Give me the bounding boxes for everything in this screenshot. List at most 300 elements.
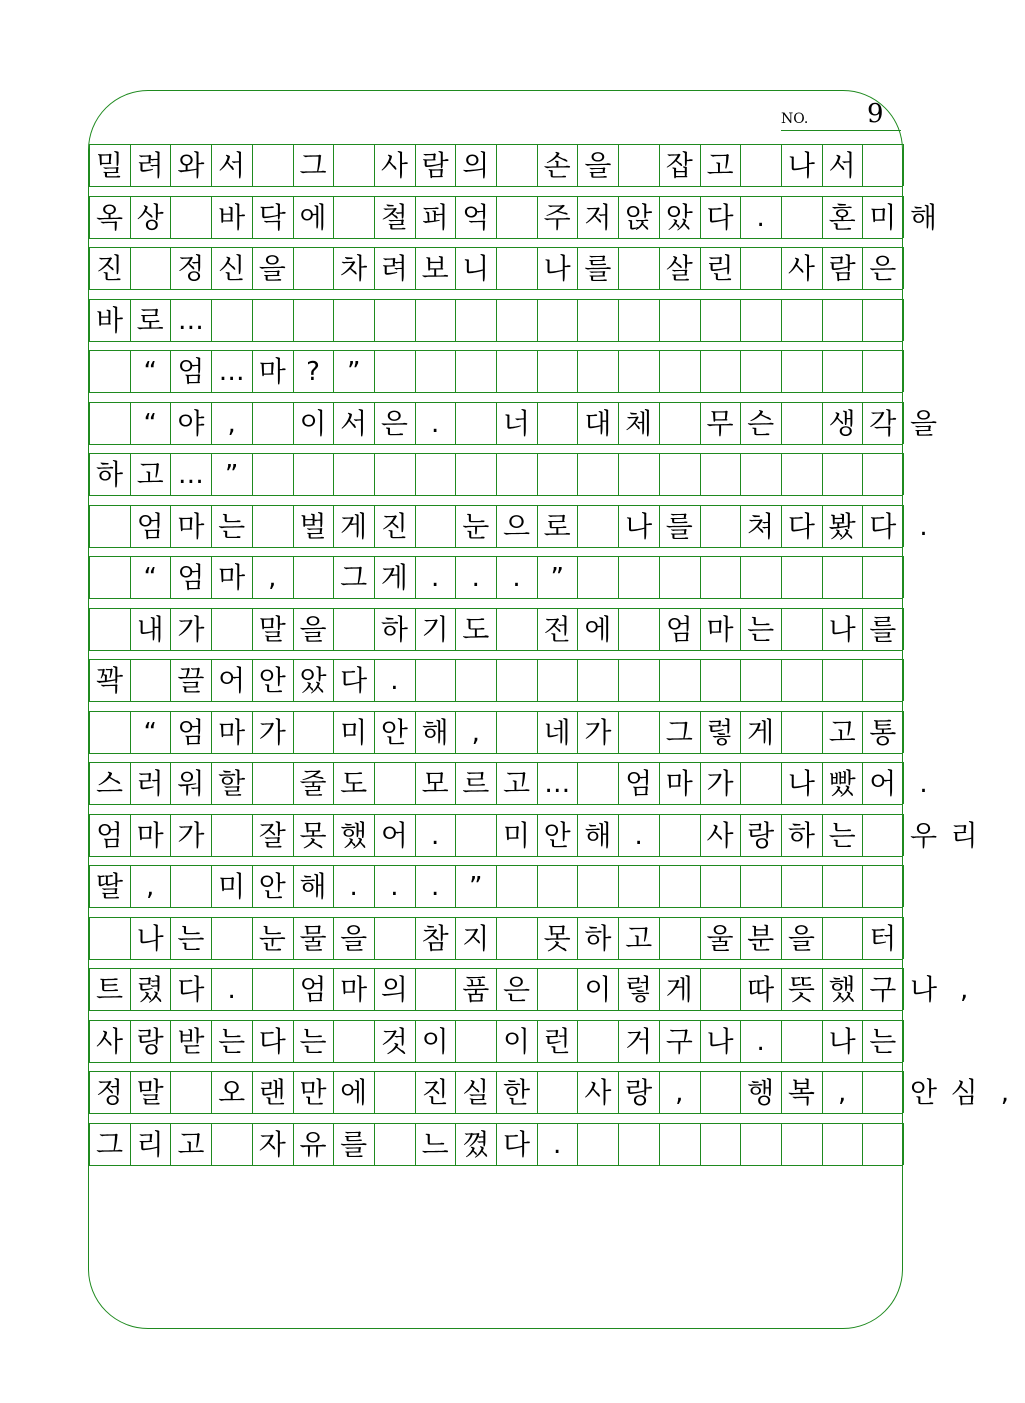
grid-cell-divider — [862, 1123, 863, 1165]
manuscript-char: 는 — [218, 509, 246, 543]
manuscript-char: 하 — [380, 612, 408, 646]
manuscript-char: 고 — [177, 1127, 205, 1161]
manuscript-char: 주 — [543, 200, 571, 234]
grid-cell-divider — [496, 608, 497, 650]
manuscript-char: 는 — [869, 1024, 897, 1058]
grid-cell-divider — [252, 968, 253, 1010]
grid-cell-divider — [537, 659, 538, 701]
manuscript-char: 우 — [909, 818, 938, 852]
grid-cell-divider — [659, 402, 660, 444]
grid-cell-divider — [577, 453, 578, 495]
manuscript-char: 하 — [584, 921, 612, 955]
manuscript-char: 전 — [543, 612, 571, 646]
grid-cell-divider — [537, 402, 538, 444]
manuscript-char: 안 — [909, 1076, 938, 1109]
manuscript-char: 쳐 — [747, 509, 775, 543]
manuscript-char: 저 — [584, 200, 612, 234]
grid-cell-divider — [374, 762, 375, 804]
manuscript-char: 줄 — [299, 767, 327, 800]
grid-cell-divider — [740, 556, 741, 598]
manuscript-char: 진 — [421, 1076, 449, 1109]
manuscript-char: 눈 — [258, 921, 286, 955]
manuscript-char: 복 — [787, 1076, 815, 1109]
manuscript-char: 의 — [380, 973, 408, 1006]
grid-cell-divider — [130, 659, 131, 701]
manuscript-char: . — [919, 511, 928, 542]
manuscript-char: 빴 — [828, 767, 856, 800]
page-number-value: 9 — [867, 99, 884, 129]
manuscript-char: . — [227, 975, 236, 1005]
manuscript-char: 어 — [380, 818, 408, 852]
manuscript-char: 신 — [218, 252, 246, 285]
grid-cell-divider — [903, 453, 904, 495]
manuscript-char: 그 — [95, 1127, 124, 1161]
grid-cell-divider — [781, 453, 782, 495]
manuscript-char: 을 — [584, 149, 612, 182]
grid-cell-divider — [374, 453, 375, 495]
manuscript-char: 사 — [584, 1076, 612, 1109]
manuscript-char: 각 — [869, 406, 897, 440]
grid-cell-divider — [455, 402, 456, 444]
grid-cell-divider — [537, 453, 538, 495]
manuscript-char: 을 — [787, 921, 815, 955]
grid-cell-divider — [822, 865, 823, 907]
manuscript-char: 유 — [299, 1127, 327, 1161]
manuscript-char: 퍼 — [421, 200, 449, 234]
grid-cell-divider — [862, 453, 863, 495]
manuscript-char: 다 — [706, 200, 734, 234]
grid-cell-divider — [781, 711, 782, 753]
grid-cell-divider — [333, 196, 334, 238]
grid-row-bottom-line — [89, 341, 903, 342]
manuscript-char: 미 — [869, 200, 897, 234]
manuscript-char: . — [756, 202, 765, 233]
grid-cell-divider — [781, 556, 782, 598]
manuscript-char: 나 — [828, 1024, 856, 1058]
grid-cell-divider — [537, 865, 538, 907]
manuscript-char: . — [390, 872, 399, 902]
grid-cell-divider — [659, 814, 660, 856]
grid-cell-divider — [577, 762, 578, 804]
grid-cell-divider — [862, 350, 863, 392]
manuscript-char: 모 — [421, 767, 449, 800]
manuscript-char: 벌 — [299, 509, 327, 543]
manuscript-char: 분 — [747, 921, 775, 955]
grid-cell-divider — [781, 299, 782, 341]
manuscript-char: 만 — [299, 1076, 327, 1109]
manuscript-char: 와 — [177, 149, 205, 182]
grid-cell-divider — [740, 865, 741, 907]
manuscript-char: 닥 — [258, 200, 286, 234]
manuscript-char: ” — [346, 357, 361, 387]
grid-cell-divider — [577, 299, 578, 341]
manuscript-char: “ — [143, 357, 157, 387]
manuscript-char: 고 — [502, 767, 531, 800]
manuscript-char: 를 — [340, 1127, 368, 1161]
manuscript-char: 봤 — [828, 509, 856, 543]
manuscript-char: . — [471, 563, 480, 593]
manuscript-char: 에 — [340, 1076, 368, 1109]
grid-cell-divider — [415, 350, 416, 392]
grid-cell-divider — [740, 762, 741, 804]
manuscript-char: 이 — [502, 1024, 531, 1058]
manuscript-char: 게 — [380, 561, 408, 594]
manuscript-char: , — [227, 408, 236, 439]
manuscript-char: 잘 — [258, 818, 286, 852]
grid-cell-divider — [903, 865, 904, 907]
manuscript-char: 이 — [421, 1024, 449, 1058]
manuscript-char: 에 — [299, 200, 327, 234]
grid-cell-divider — [781, 659, 782, 701]
grid-cell-divider — [496, 659, 497, 701]
manuscript-char: 가 — [177, 612, 205, 646]
grid-row-bottom-line — [89, 753, 903, 754]
manuscript-char: 이 — [299, 406, 327, 440]
grid-cell-divider — [496, 144, 497, 186]
manuscript-char: 마 — [218, 715, 246, 749]
grid-cell-divider — [211, 814, 212, 856]
manuscript-char: 다 — [258, 1024, 286, 1058]
manuscript-char: 보 — [421, 252, 449, 285]
manuscript-char: 앉 — [625, 200, 653, 234]
manuscript-char: 고 — [136, 458, 164, 491]
manuscript-char: 런 — [543, 1024, 571, 1058]
manuscript-char: 나 — [543, 252, 571, 285]
manuscript-char: 차 — [340, 252, 368, 285]
grid-cell-divider — [252, 144, 253, 186]
grid-cell-divider — [659, 659, 660, 701]
manuscript-char: 은 — [380, 406, 408, 440]
manuscript-char: 의 — [462, 149, 490, 182]
grid-cell-divider — [740, 350, 741, 392]
manuscript-char: 구 — [665, 1024, 693, 1058]
grid-cell-divider — [740, 299, 741, 341]
grid-cell-divider — [903, 247, 904, 289]
grid-cell-divider — [781, 865, 782, 907]
grid-cell-divider — [293, 247, 294, 289]
grid-cell-divider — [862, 144, 863, 186]
grid-cell-divider — [781, 402, 782, 444]
manuscript-char: 랑 — [625, 1076, 653, 1109]
grid-cell-divider — [374, 299, 375, 341]
grid-cell-divider — [455, 814, 456, 856]
manuscript-char: 바 — [95, 303, 124, 337]
manuscript-char: , — [146, 872, 155, 902]
manuscript-char: 것 — [380, 1024, 408, 1058]
grid-cell-divider — [740, 659, 741, 701]
manuscript-char: 마 — [706, 612, 734, 646]
grid-cell-divider — [496, 196, 497, 238]
manuscript-char: 랑 — [136, 1024, 164, 1058]
manuscript-char: 렇 — [625, 973, 653, 1006]
manuscript-char: 느 — [421, 1127, 449, 1161]
manuscript-char: . — [390, 666, 399, 696]
manuscript-char: 니 — [462, 252, 490, 285]
grid-row-bottom-line — [89, 1165, 903, 1166]
grid-cell-divider — [700, 350, 701, 392]
manuscript-char: ? — [306, 357, 320, 387]
manuscript-char: 안 — [258, 870, 286, 903]
manuscript-char: 고 — [706, 149, 734, 182]
manuscript-char: 한 — [502, 1076, 531, 1109]
manuscript-char: 가 — [258, 715, 286, 749]
grid-cell-divider — [700, 505, 701, 547]
manuscript-char: 마 — [218, 561, 246, 594]
manuscript-char: , — [1000, 1078, 1010, 1108]
grid-cell-divider — [89, 505, 90, 547]
manuscript-char: 눈 — [462, 509, 490, 543]
manuscript-char: 안 — [380, 715, 408, 749]
grid-cell-divider — [822, 917, 823, 959]
manuscript-char: 다 — [502, 1127, 531, 1161]
manuscript-char: 마 — [136, 818, 164, 852]
grid-cell-divider — [862, 299, 863, 341]
grid-cell-divider — [781, 608, 782, 650]
manuscript-char: 그 — [340, 561, 368, 594]
grid-cell-divider — [822, 299, 823, 341]
manuscript-char: 생 — [828, 406, 856, 440]
grid-cell-divider — [333, 453, 334, 495]
grid-cell-divider — [455, 659, 456, 701]
grid-cell-divider — [700, 453, 701, 495]
manuscript-char: 도 — [340, 767, 368, 800]
manuscript-char: 스 — [95, 767, 124, 800]
manuscript-char: 를 — [584, 252, 612, 285]
grid-cell-divider — [700, 299, 701, 341]
manuscript-char: 네 — [543, 715, 571, 749]
grid-cell-divider — [781, 350, 782, 392]
manuscript-char: 마 — [258, 355, 286, 388]
manuscript-char: 나 — [136, 921, 164, 955]
grid-cell-divider — [415, 453, 416, 495]
grid-cell-divider — [455, 299, 456, 341]
grid-cell-divider — [903, 556, 904, 598]
grid-cell-divider — [577, 1020, 578, 1062]
grid-cell-divider — [577, 659, 578, 701]
manuscript-char: 서 — [340, 406, 368, 440]
grid-cell-divider — [496, 453, 497, 495]
grid-cell-divider — [659, 917, 660, 959]
grid-cell-divider — [537, 299, 538, 341]
grid-cell-divider — [170, 1071, 171, 1113]
manuscript-char: 해 — [909, 200, 938, 234]
manuscript-char: … — [177, 460, 204, 490]
manuscript-char: 참 — [421, 921, 449, 955]
manuscript-char: 나 — [706, 1024, 734, 1058]
manuscript-char: 았 — [665, 200, 693, 234]
manuscript-char: . — [349, 872, 358, 902]
grid-cell-divider — [170, 196, 171, 238]
manuscript-char: 으 — [502, 509, 531, 543]
manuscript-char: 사 — [787, 252, 815, 285]
manuscript-char: 품 — [462, 973, 490, 1006]
grid-row-bottom-line — [89, 804, 903, 805]
manuscript-char: 옥 — [95, 200, 124, 234]
grid-cell-divider — [618, 556, 619, 598]
manuscript-char: 엄 — [625, 767, 653, 800]
grid-cell-divider — [618, 247, 619, 289]
grid-cell-divider — [903, 917, 904, 959]
grid-cell-divider — [374, 917, 375, 959]
manuscript-char: . — [634, 820, 643, 851]
manuscript-char: 서 — [218, 149, 246, 182]
grid-cell-divider — [659, 1123, 660, 1165]
manuscript-char: 렸 — [136, 973, 164, 1006]
manuscript-char: 상 — [136, 200, 164, 234]
grid-cell-divider — [700, 1071, 701, 1113]
grid-cell-divider — [496, 299, 497, 341]
grid-row-bottom-line — [89, 856, 903, 857]
grid-cell-divider — [700, 556, 701, 598]
manuscript-char: 엄 — [177, 561, 205, 594]
grid-cell-divider — [740, 144, 741, 186]
manuscript-char: 다 — [787, 509, 815, 543]
grid-row-bottom-line — [89, 444, 903, 445]
grid-cell-divider — [293, 453, 294, 495]
manuscript-char: 내 — [136, 612, 164, 646]
manuscript-char: 슨 — [747, 406, 775, 440]
manuscript-char: 엄 — [95, 818, 124, 852]
manuscript-char: 나 — [625, 509, 653, 543]
manuscript-char: 진 — [380, 509, 408, 543]
manuscript-char: 해 — [584, 818, 612, 852]
manuscript-char: 통 — [869, 715, 897, 749]
manuscript-char: 는 — [747, 612, 775, 646]
manuscript-char: 고 — [625, 921, 653, 955]
manuscript-char: 사 — [380, 149, 408, 182]
manuscript-char: 미 — [340, 715, 368, 749]
grid-cell-divider — [781, 1123, 782, 1165]
grid-cell-divider — [862, 659, 863, 701]
grid-cell-divider — [333, 1020, 334, 1062]
grid-cell-divider — [89, 917, 90, 959]
grid-cell-divider — [211, 608, 212, 650]
grid-cell-divider — [862, 1071, 863, 1113]
grid-row-bottom-line — [89, 238, 903, 239]
grid-cell-divider — [822, 659, 823, 701]
manuscript-char: 너 — [502, 406, 531, 440]
manuscript-char: 그 — [665, 715, 693, 749]
manuscript-char: “ — [143, 563, 157, 593]
manuscript-char: 엄 — [136, 509, 164, 543]
grid-cell-divider — [659, 453, 660, 495]
manuscript-char: ” — [550, 563, 564, 593]
grid-cell-divider — [211, 917, 212, 959]
manuscript-char: 물 — [299, 921, 327, 955]
manuscript-char: . — [756, 1026, 765, 1057]
manuscript-char: 게 — [747, 715, 775, 749]
manuscript-char: . — [512, 563, 521, 593]
manuscript-char: 행 — [747, 1076, 775, 1109]
manuscript-char: 을 — [909, 406, 938, 440]
manuscript-char: … — [177, 305, 204, 336]
grid-cell-divider — [537, 968, 538, 1010]
manuscript-char: 는 — [828, 818, 856, 852]
grid-cell-divider — [333, 144, 334, 186]
grid-cell-divider — [822, 1123, 823, 1165]
grid-cell-divider — [618, 144, 619, 186]
manuscript-char: 러 — [136, 767, 164, 800]
manuscript-char: 마 — [177, 509, 205, 543]
manuscript-char: 게 — [665, 973, 693, 1006]
manuscript-char: . — [553, 1129, 562, 1160]
manuscript-char: 워 — [177, 767, 205, 800]
grid-cell-divider — [903, 350, 904, 392]
manuscript-char: 을 — [299, 612, 327, 646]
grid-row-bottom-line — [89, 959, 903, 960]
grid-cell-divider — [822, 556, 823, 598]
page-number-label: NO. — [781, 111, 809, 127]
grid-cell-divider — [415, 659, 416, 701]
grid-cell-divider — [211, 299, 212, 341]
manuscript-char: 뜻 — [787, 973, 815, 1006]
grid-cell-divider — [740, 247, 741, 289]
manuscript-char: 울 — [706, 921, 734, 955]
grid-cell-divider — [252, 453, 253, 495]
manuscript-char: 을 — [340, 921, 368, 955]
manuscript-char: 서 — [828, 149, 856, 182]
manuscript-char: 철 — [380, 200, 408, 234]
manuscript-char: 바 — [218, 200, 246, 234]
grid-row-bottom-line — [89, 907, 903, 908]
manuscript-char: 는 — [218, 1024, 246, 1058]
grid-cell-divider — [903, 144, 904, 186]
manuscript-char: , — [268, 563, 277, 593]
manuscript-char: 꽉 — [95, 664, 124, 697]
manuscript-char: 끌 — [177, 664, 205, 697]
manuscript-char: 리 — [950, 818, 978, 852]
manuscript-char: 못 — [543, 921, 571, 955]
manuscript-char: 터 — [869, 921, 897, 955]
grid-cell-divider — [659, 556, 660, 598]
grid-cell-divider — [577, 865, 578, 907]
grid-cell-divider — [252, 402, 253, 444]
grid-row-bottom-line — [89, 186, 903, 187]
manuscript-char: 했 — [828, 973, 856, 1006]
grid-cell-divider — [496, 247, 497, 289]
grid-cell-divider — [700, 659, 701, 701]
grid-cell-divider — [496, 917, 497, 959]
grid-cell-divider — [618, 865, 619, 907]
grid-cell-divider — [903, 659, 904, 701]
grid-row-bottom-line — [89, 650, 903, 651]
grid-cell-divider — [903, 299, 904, 341]
manuscript-char: … — [544, 769, 571, 799]
grid-cell-divider — [740, 1123, 741, 1165]
grid-cell-divider — [618, 299, 619, 341]
grid-cell-divider — [496, 350, 497, 392]
manuscript-char: 해 — [299, 870, 327, 903]
manuscript-char: 거 — [625, 1024, 653, 1058]
manuscript-char: 다 — [869, 509, 897, 543]
manuscript-char: 무 — [706, 406, 734, 440]
manuscript-char: 하 — [787, 818, 815, 852]
manuscript-char: . — [430, 563, 440, 593]
grid-row-bottom-line — [89, 1062, 903, 1063]
grid-cell-divider — [862, 814, 863, 856]
manuscript-char: 다 — [177, 973, 205, 1006]
manuscript-char: 미 — [502, 818, 531, 852]
grid-cell-divider — [455, 1020, 456, 1062]
grid-cell-divider — [618, 453, 619, 495]
manuscript-char: 못 — [299, 818, 327, 852]
manuscript-char: 가 — [584, 715, 612, 749]
manuscript-char: 야 — [177, 406, 205, 440]
manuscript-char: ” — [469, 872, 483, 902]
manuscript-char: 리 — [136, 1127, 164, 1161]
manuscript-char: 랑 — [747, 818, 775, 852]
grid-cell-divider — [415, 505, 416, 547]
